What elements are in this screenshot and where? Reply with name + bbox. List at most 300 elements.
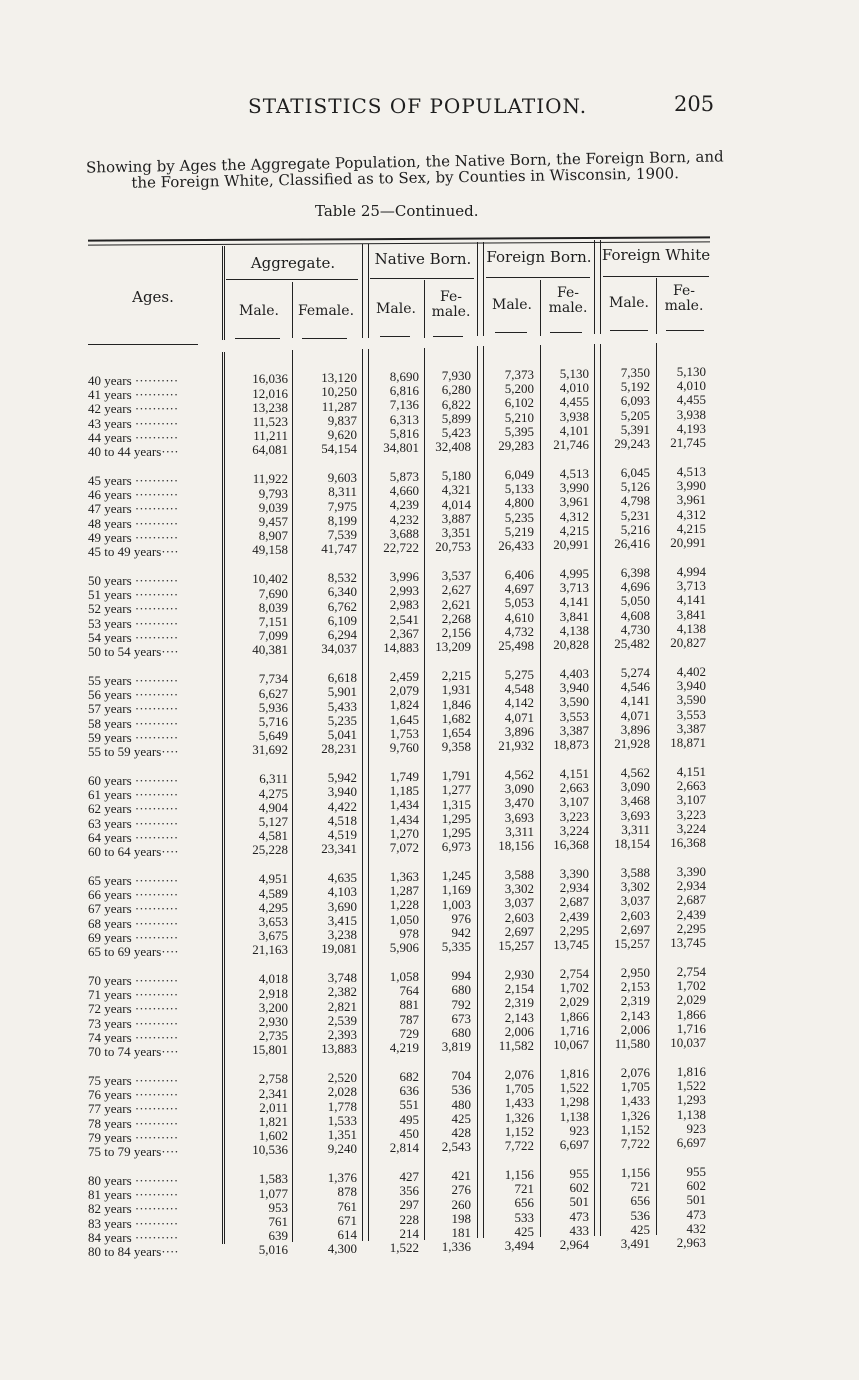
value-cell: 2,963 [676,1234,706,1250]
group-rule [370,278,474,279]
value-cell: 2,076 [620,1064,650,1080]
value-cell: 3,107 [676,792,706,808]
value-cell: 480 [451,1096,471,1112]
value-cell: 536 [630,1207,650,1223]
value-cell: 1,138 [676,1106,706,1122]
value-cell: 11,211 [253,428,288,444]
value-cell: 16,368 [670,834,706,850]
value-cell: 536 [451,1082,471,1098]
value-cell: 276 [451,1182,471,1198]
value-cell: 473 [686,1206,706,1222]
value-cell: 3,200 [258,999,288,1015]
value-cell: 11,580 [614,1035,650,1051]
sub-rule [380,336,410,337]
sub-rule [666,330,704,331]
value-cell: 1,533 [327,1112,357,1128]
value-cell: 5,133 [504,481,534,497]
value-cell: 2,543 [441,1139,471,1155]
value-cell: 4,730 [620,621,650,637]
value-cell: 3,387 [676,720,706,736]
table-row [0,663,859,688]
value-cell: 764 [399,983,419,999]
value-cell: 3,961 [676,492,706,508]
value-cell: 3,688 [389,525,419,541]
table-name: Table 25—Continued. [315,202,479,220]
value-cell: 20,991 [670,534,706,550]
value-cell: 4,151 [676,763,706,779]
value-cell: 1,791 [441,768,471,784]
value-cell: 3,537 [441,568,471,584]
top-rule [88,236,710,241]
age-label: 61 years ·········· [88,788,179,803]
value-cell: 10,536 [252,1142,288,1158]
age-label: 84 years ·········· [88,1230,179,1245]
value-cell: 4,610 [504,609,534,625]
value-cell: 1,058 [389,969,419,985]
table-row [0,563,859,588]
value-cell: 6,627 [258,685,288,701]
age-label: 45 to 49 years···· [88,545,179,559]
value-cell: 7,734 [258,671,288,687]
value-cell: 2,687 [676,892,706,908]
value-cell: 297 [399,1197,419,1213]
value-cell: 4,455 [559,394,589,410]
table-row [0,463,859,488]
value-cell: 2,459 [389,669,419,685]
value-cell: 450 [399,1125,419,1141]
table-caption: Showing by Ages the Aggregate Population, the Native Born, the Foreign Born, and the Foreign White, Classified as to Sex, by Counties in Wisconsin, 1900. [85,147,724,192]
value-cell: 425 [630,1221,650,1237]
value-cell: 4,562 [504,767,534,782]
value-cell: 18,871 [670,734,706,750]
value-cell: 3,390 [676,863,706,879]
value-cell: 34,037 [321,641,357,657]
value-cell: 721 [630,1179,650,1195]
value-cell: 4,800 [504,495,534,511]
value-cell: 1,376 [327,1170,357,1186]
age-label: 51 years ·········· [88,588,179,603]
value-cell: 5,649 [258,728,288,744]
age-label: 62 years ·········· [88,802,179,817]
age-label: 45 years ·········· [88,474,179,488]
value-cell: 21,932 [498,738,534,753]
col-rule [224,246,225,340]
value-cell: 1,816 [559,1066,589,1081]
value-cell: 5,180 [441,468,471,484]
value-cell: 7,072 [389,840,419,856]
value-cell: 3,938 [676,406,706,422]
value-cell: 2,934 [676,878,706,894]
value-cell: 2,319 [620,993,650,1009]
value-cell: 2,520 [327,1070,357,1086]
value-cell: 40,381 [252,642,288,658]
value-cell: 3,841 [559,608,589,624]
value-cell: 3,494 [504,1238,534,1253]
value-cell: 1,931 [441,682,471,698]
value-cell: 551 [399,1097,419,1113]
value-cell: 2,393 [327,1026,357,1042]
value-cell: 4,589 [258,885,288,901]
value-cell: 2,143 [504,1009,534,1025]
value-cell: 9,603 [327,470,357,486]
age-label: 66 years ·········· [88,888,179,903]
value-cell: 5,423 [441,424,471,440]
value-cell: 3,037 [620,893,650,909]
value-cell: 5,275 [504,667,534,682]
value-cell: 13,883 [321,1041,357,1057]
value-cell: 10,250 [321,384,357,400]
value-cell: 11,582 [498,1038,534,1053]
value-cell: 787 [399,1011,419,1027]
value-cell: 3,491 [620,1235,650,1251]
value-cell: 3,961 [559,494,589,510]
value-cell: 1,522 [676,1078,706,1094]
age-label: 70 years ·········· [88,974,179,988]
col-rule [424,348,425,1240]
value-cell: 680 [451,1024,471,1040]
col-rule [600,344,601,1236]
col-rule [540,280,541,336]
col-rule [368,244,369,338]
value-cell: 11,287 [321,398,357,414]
value-cell: 1,270 [389,825,419,841]
value-cell: 3,940 [676,678,706,694]
value-cell: 8,907 [258,528,288,544]
value-cell: 5,130 [559,366,589,381]
value-cell: 5,391 [620,421,650,437]
value-cell: 2,011 [259,1099,288,1115]
value-cell: 34,801 [383,440,419,456]
age-label: 53 years ·········· [88,616,179,631]
value-cell: 3,990 [559,480,589,496]
age-label: 42 years ·········· [88,402,179,417]
table-row [0,963,859,988]
value-cell: 1,050 [389,911,419,927]
value-cell: 10,037 [670,1034,706,1050]
value-cell: 636 [399,1083,419,1099]
value-cell: 4,513 [559,466,589,481]
value-cell: 2,993 [389,583,419,599]
value-cell: 1,654 [441,724,471,740]
value-cell: 2,029 [559,994,589,1010]
sub-male: Male. [376,301,416,317]
value-cell: 2,153 [620,979,650,995]
age-label: 50 years ·········· [88,574,179,588]
value-cell: 2,143 [620,1007,650,1023]
value-cell: 1,522 [389,1240,419,1256]
value-cell: 923 [686,1120,706,1136]
value-cell: 20,828 [553,637,589,652]
value-cell: 11,922 [252,471,288,487]
value-cell: 7,722 [504,1138,534,1153]
value-cell: 4,904 [258,799,288,815]
sub-male: Male. [239,303,279,319]
value-cell: 4,071 [620,707,650,723]
value-cell: 14,883 [383,640,419,656]
col-rule [222,246,223,340]
value-cell: 3,107 [559,794,589,810]
age-label: 83 years ·········· [88,1216,179,1231]
value-cell: 3,819 [441,1039,471,1055]
col-rule [368,349,369,1241]
value-cell: 4,519 [327,826,357,842]
value-cell: 4,103 [327,884,357,900]
value-cell: 4,513 [676,463,706,479]
value-cell: 9,039 [258,499,288,515]
value-cell: 1,228 [389,897,419,913]
value-cell: 3,675 [258,928,288,944]
value-cell: 13,745 [553,937,589,952]
value-cell: 4,402 [676,663,706,679]
age-label: 44 years ·········· [88,430,179,445]
value-cell: 1,295 [441,824,471,840]
value-cell: 6,109 [327,612,357,628]
value-cell: 10,402 [252,571,288,587]
value-cell: 4,219 [389,1040,419,1056]
value-cell: 7,136 [389,397,419,413]
value-cell: 21,928 [614,735,650,751]
value-cell: 761 [337,1198,357,1214]
value-cell: 1,336 [441,1239,471,1255]
age-label: 67 years ·········· [88,902,179,917]
value-cell: 3,841 [676,606,706,622]
value-cell: 2,603 [620,907,650,923]
age-label: 69 years ·········· [88,930,179,945]
value-cell: 4,232 [389,511,419,527]
value-cell: 1,351 [327,1126,357,1142]
value-cell: 11,523 [252,414,288,430]
value-cell: 4,994 [676,563,706,579]
value-cell: 2,621 [441,596,471,612]
sub-female: Fe- male. [664,283,704,314]
value-cell: 3,223 [676,806,706,822]
value-cell: 5,127 [258,814,288,830]
value-cell: 41,747 [321,541,357,557]
age-label: 54 years ·········· [88,630,179,645]
value-cell: 7,151 [258,614,288,630]
value-cell: 5,041 [327,726,357,742]
value-cell: 3,690 [327,898,357,914]
sub-female: Female. [297,303,355,319]
value-cell: 4,010 [676,378,706,394]
value-cell: 1,326 [504,1109,534,1125]
value-cell: 2,627 [441,582,471,598]
value-cell: 2,697 [620,921,650,937]
value-cell: 1,816 [676,1063,706,1079]
age-label: 57 years ·········· [88,702,179,717]
value-cell: 5,126 [620,479,650,495]
value-cell: 680 [451,982,471,998]
value-cell: 9,358 [441,739,471,755]
value-cell: 18,154 [614,835,650,851]
age-label: 77 years ·········· [88,1102,179,1117]
value-cell: 1,824 [389,697,419,713]
group-foreign-white: Foreign White [601,246,711,264]
value-cell: 5,235 [504,509,534,525]
value-cell: 8,311 [328,484,357,500]
value-cell: 2,319 [504,995,534,1011]
value-cell: 4,995 [559,566,589,581]
value-cell: 21,163 [252,942,288,958]
value-cell: 1,778 [327,1098,357,1114]
value-cell: 5,192 [620,379,650,395]
value-cell: 4,312 [676,506,706,522]
value-cell: 2,295 [559,922,589,938]
value-cell: 2,215 [441,668,471,684]
age-label: 48 years ·········· [88,516,179,531]
value-cell: 5,901 [327,684,357,700]
value-cell: 3,590 [559,694,589,710]
value-cell: 4,635 [327,870,357,886]
value-cell: 2,918 [258,985,288,1001]
sub-rule [495,332,527,333]
value-cell: 6,398 [620,564,650,580]
value-cell: 878 [337,1184,357,1200]
value-cell: 614 [337,1226,357,1242]
value-cell: 3,990 [676,478,706,494]
value-cell: 427 [399,1169,419,1185]
value-cell: 4,696 [620,579,650,595]
sub-rule [433,336,463,337]
value-cell: 7,722 [620,1135,650,1151]
value-cell: 3,693 [620,807,650,823]
value-cell: 2,079 [389,683,419,699]
sub-rule [610,330,648,331]
value-cell: 3,693 [504,809,534,825]
age-label: 74 years ·········· [88,1030,179,1045]
value-cell: 3,896 [504,723,534,739]
value-cell: 356 [399,1183,419,1199]
col-rule [362,349,363,1241]
value-cell: 3,588 [504,867,534,882]
col-rule [222,352,223,1244]
value-cell: 6,280 [441,382,471,398]
value-cell: 1,077 [258,1185,288,1201]
value-cell: 4,300 [327,1241,357,1257]
value-cell: 4,403 [559,666,589,681]
value-cell: 1,705 [504,1081,534,1097]
value-cell: 12,016 [252,385,288,401]
value-cell: 881 [399,997,419,1013]
value-cell: 8,199 [327,512,357,528]
value-cell: 6,973 [441,839,471,855]
value-cell: 1,363 [389,869,419,885]
value-cell: 4,422 [327,798,357,814]
table-row [0,1063,859,1088]
value-cell: 3,415 [327,912,357,928]
age-label: 82 years ·········· [88,1202,179,1217]
value-cell: 6,406 [504,567,534,582]
value-cell: 2,735 [258,1028,288,1044]
value-cell: 656 [514,1195,534,1211]
col-rule [656,343,657,1235]
value-cell: 3,302 [620,879,650,895]
value-cell: 4,239 [389,497,419,513]
value-cell: 432 [686,1220,706,1236]
value-cell: 4,546 [620,679,650,695]
value-cell: 5,395 [504,423,534,439]
group-foreign-born: Foreign Born. [486,248,592,266]
ages-header: Ages. [132,288,174,306]
value-cell: 8,532 [327,570,357,586]
value-cell: 3,938 [559,408,589,424]
sub-male: Male. [609,295,649,311]
value-cell: 20,753 [435,539,471,555]
group-rule [486,277,590,278]
value-cell: 6,697 [559,1137,589,1152]
value-cell: 976 [451,910,471,926]
value-cell: 3,468 [620,793,650,809]
value-cell: 1,138 [559,1108,589,1124]
value-cell: 16,368 [553,837,589,852]
value-cell: 31,692 [252,742,288,758]
age-label: 43 years ·········· [88,416,179,431]
value-cell: 4,455 [676,392,706,408]
value-cell: 1,295 [441,810,471,826]
group-rule [603,276,709,277]
value-cell: 4,697 [504,581,534,597]
group-native-born: Native Born. [374,250,472,268]
table-row [0,363,859,388]
value-cell: 425 [451,1110,471,1126]
value-cell: 994 [451,968,471,984]
value-cell: 23,341 [321,841,357,857]
age-label: 76 years ·········· [88,1088,179,1103]
value-cell: 25,498 [498,638,534,653]
value-cell: 64,081 [252,442,288,458]
value-cell: 3,940 [327,784,357,800]
value-cell: 5,219 [504,523,534,539]
value-cell: 3,748 [327,970,357,986]
value-cell: 1,434 [389,811,419,827]
value-cell: 21,746 [553,437,589,452]
col-rule [483,346,484,1238]
col-rule [656,278,657,334]
sub-rule [302,338,347,339]
value-cell: 4,010 [559,380,589,396]
value-cell: 501 [686,1192,706,1208]
value-cell: 3,090 [620,779,650,795]
value-cell: 4,014 [441,496,471,512]
value-cell: 6,049 [504,467,534,482]
value-cell: 1,433 [620,1093,650,1109]
age-label: 75 to 79 years···· [88,1145,179,1159]
value-cell: 6,093 [620,393,650,409]
value-cell: 2,382 [327,984,357,1000]
value-cell: 955 [569,1166,589,1181]
value-cell: 4,142 [504,695,534,711]
value-cell: 20,991 [553,537,589,552]
value-cell: 4,608 [620,607,650,623]
value-cell: 3,940 [559,680,589,696]
value-cell: 955 [686,1163,706,1179]
value-cell: 2,687 [559,894,589,910]
value-cell: 228 [399,1211,419,1227]
value-cell: 5,200 [504,381,534,397]
value-cell: 3,553 [676,706,706,722]
value-cell: 3,311 [505,823,534,839]
value-cell: 1,821 [258,1114,288,1130]
value-cell: 2,029 [676,992,706,1008]
age-label: 40 to 44 years···· [88,445,179,459]
value-cell: 2,934 [559,880,589,896]
value-cell: 5,231 [620,507,650,523]
value-cell: 4,193 [676,420,706,436]
value-cell: 3,238 [327,926,357,942]
value-cell: 9,240 [327,1141,357,1157]
value-cell: 13,745 [670,934,706,950]
value-cell: 4,562 [620,764,650,780]
